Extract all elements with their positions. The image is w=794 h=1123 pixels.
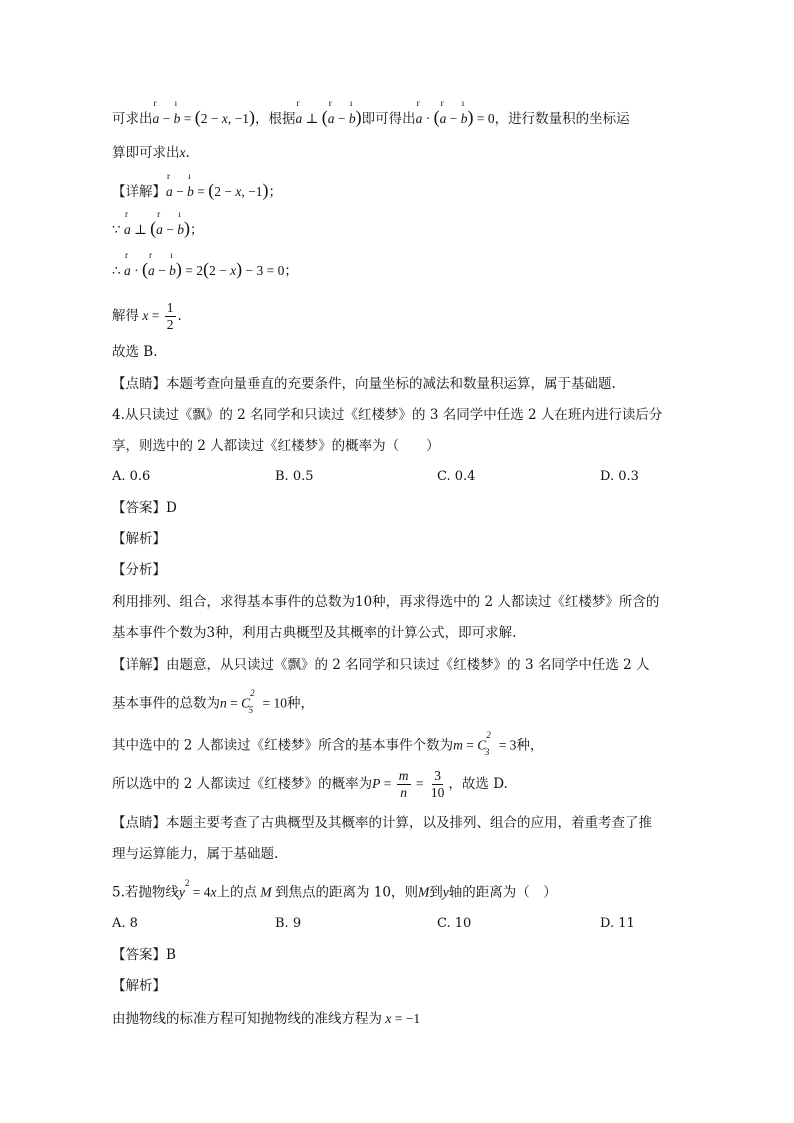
q4-stem-line-2: 享，则选中的 2 人都读过《红楼梦》的概率为（ ） xyxy=(112,438,440,454)
q4-detail-line-3: 其中选中的 2 人都读过《红楼梦》所含的基本事件个数为$m = C^2_3 = 3$种， xyxy=(112,730,544,758)
q4-option-d: D. 0.3 xyxy=(600,469,639,484)
q5-analysis-heading: 【解析】 xyxy=(112,978,166,994)
fraction-three-tenths: $\frac{3}{10}$ xyxy=(430,768,445,800)
fraction-m-over-n: $\frac{m}{n}$ xyxy=(398,768,409,800)
intro-line-1: 可求出 r a − ı b = (2 − x, −1)，根据 r a ⊥ ( r a − ı b)即可得出 r a · ( r a − ı b) = 0，进行数量积的坐标运 xyxy=(112,98,630,127)
detail-line-2: ∵ r a ⊥ ( r a − ı b)； xyxy=(112,209,204,238)
q4-detail-line-1: 【详解】由题意，从只读过《飘》的 2 名同学和只读过《红楼梦》的 3 名同学中任选 2 人 xyxy=(112,657,650,673)
q5-option-d: D. 11 xyxy=(600,916,635,931)
fraction-one-half: $\frac{1}{2}$ xyxy=(166,300,174,332)
q4-option-c: C. 0.4 xyxy=(437,469,476,484)
vec-b: ı b xyxy=(173,98,181,126)
q4-fenxi-line-2: 基本事件个数为3种，利用古典概型及其概率的计算公式，即可求解. xyxy=(112,625,517,641)
q5-option-c: C. 10 xyxy=(437,916,472,931)
q4-option-b: B. 0.5 xyxy=(275,469,314,484)
q4-analysis-heading: 【解析】 xyxy=(112,531,166,547)
q5-option-a: A. 8 xyxy=(112,916,138,931)
q5-analysis-line: 由抛物线的标准方程可知抛物线的准线方程为 x = −1 xyxy=(112,1011,421,1027)
detail-line-1: 【详解】 r a − ı b = (2 − x, −1)； xyxy=(112,171,282,200)
review-3: 【点睛】本题考查向量垂直的充要条件，向量坐标的减法和数量积运算，属于基础题. xyxy=(112,376,616,392)
q4-detail-line-4: 所以选中的 2 人都读过《红楼梦》的概率为P = $\frac{m}{n}$ = $\frac{3}{10}$ ，故选 D. xyxy=(112,768,508,800)
detail-line-4: 解得 x = $\frac{1}{2}$ . xyxy=(112,300,182,332)
detail-line-3: ∴ r a · ( r a − ı b) = 2(2 − x) − 3 = 0； xyxy=(112,250,298,279)
q4-fenxi-heading: 【分析】 xyxy=(112,562,166,578)
q4-option-a: A. 0.6 xyxy=(112,469,151,484)
q5-answer: 【答案】B xyxy=(112,947,176,963)
q5-option-b: B. 9 xyxy=(275,916,302,931)
q4-fenxi-line-1: 利用排列、组合，求得基本事件的总数为10种，再求得选中的 2 人都读过《红楼梦》所含的 xyxy=(112,594,660,610)
q4-detail-line-2: 基本事件的总数为$n = C^2_5 = 10$种， xyxy=(112,688,315,716)
vec-a: r a xyxy=(152,98,160,126)
q4-review-line-1: 【点睛】本题主要考查了古典概型及其概率的计算，以及排列、组合的应用，着重考查了推 xyxy=(112,815,652,831)
intro-line-2: 算即可求出x. xyxy=(112,145,190,161)
q5-stem: 5.若抛物线$y^2 = 4x$上的点 M 到焦点的距离为 10，则M到y轴的距离为（ ） xyxy=(112,878,557,901)
q4-stem-line-1: 4.从只读过《飘》的 2 名同学和只读过《红楼梦》的 3 名同学中任选 2 人在班内进行读后分 xyxy=(112,407,663,423)
q4-answer: 【答案】D xyxy=(112,500,177,516)
q4-review-line-2: 理与运算能力，属于基础题. xyxy=(112,846,279,862)
detail-line-5: 故选 B. xyxy=(112,344,158,360)
